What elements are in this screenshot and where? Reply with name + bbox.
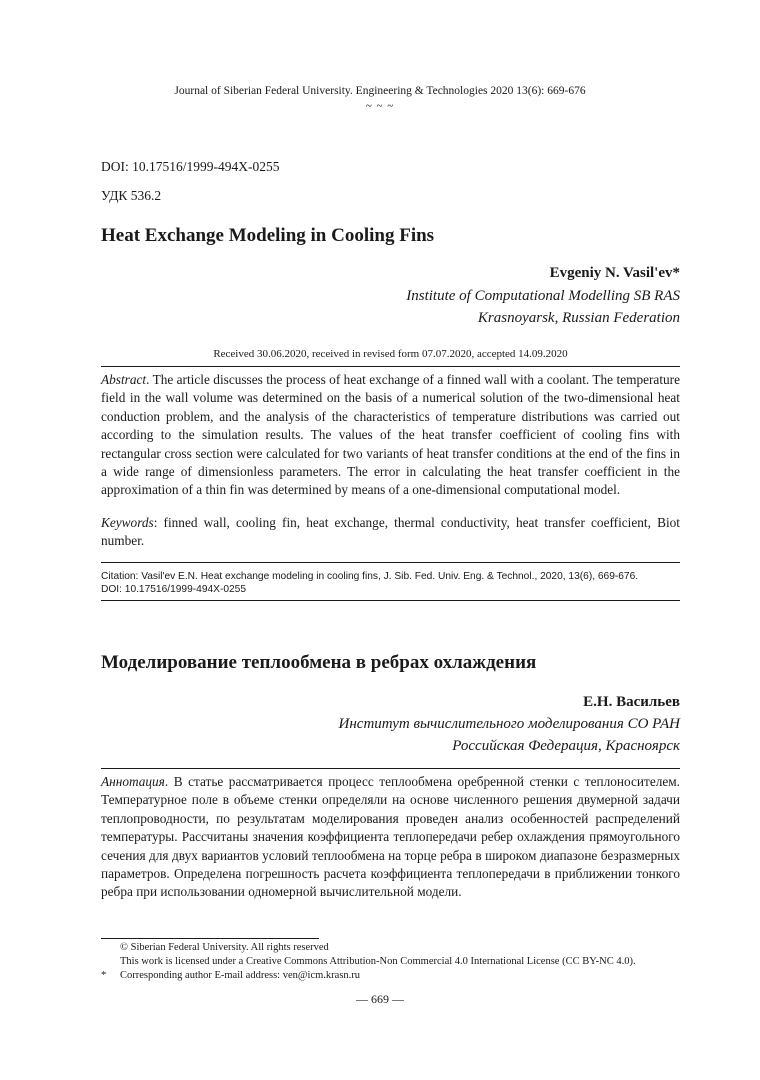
russian-affiliation-institute: Институт вычислительного моделирования СО РАН — [338, 716, 680, 732]
english-abstract — [101, 371, 680, 500]
footnote-divider — [101, 938, 319, 939]
russian-title: Моделирование теплообмена в ребрах охлаждения — [101, 652, 537, 673]
russian-author: Е.Н. Васильев — [583, 694, 680, 710]
english-keywords — [101, 514, 680, 551]
divider — [101, 600, 680, 601]
header-separator: ~ ~ ~ — [365, 100, 395, 112]
divider — [101, 366, 680, 367]
english-affiliation-location: Krasnoyarsk, Russian Federation — [477, 310, 680, 326]
russian-affiliation-location: Российская Федерация, Красноярск — [452, 738, 680, 754]
page-number: — 669 — — [356, 992, 404, 1006]
russian-abstract — [101, 773, 680, 902]
citation-line: Citation: Vasil'ev E.N. Heat exchange modeling in cooling fins, J. Sib. Fed. Univ. Eng. & Technol., 2020, 13(6), 669-676. — [101, 571, 639, 582]
udk-line: УДК 536.2 — [101, 188, 162, 203]
divider — [101, 562, 680, 563]
english-author: Evgeniy N. Vasil'ev* — [549, 265, 680, 281]
keywords-label: Keywords — [101, 515, 154, 530]
footnote-corresponding: Corresponding author E-mail address: ven@icm.krasn.ru — [120, 970, 361, 981]
divider — [101, 768, 680, 769]
abstract-text: . The article discusses the process of heat exchange of a finned wall with a coolant. The temperature field in the wall volume was determined on the basis of a numerical solution of the two-dimensional heat conduction problem, and the analysis of the characteristics of temperature distributions was carried out according to the simulation results. The values of the heat transfer coefficient of cooling fins with rectangular cross section were calculated for two variants of heat transfer conditions at the end of the fins in a wide range of dimensionless parameters. The error in calculating the heat transfer coefficient in the approximation of a thin fin was determined by means of a one-dimensional computational model. — [101, 372, 680, 498]
abstract-label: Abstract — [101, 372, 147, 387]
citation — [101, 570, 680, 596]
keywords-text: : finned wall, cooling fin, heat exchange, thermal conductivity, heat transfer coefficient, Biot number. — [101, 515, 680, 549]
abstract-text: . В статье рассматривается процесс теплообмена оребренной стенки с теплоносителем. Температурное поле в объеме стенки определяли на основе численного решения двумерной задачи теплопроводности, по результатам моделирования проведен анализ особенностей распределений температуры. Рассчитаны значения коэффициента теплопередачи ребер охлаждения прямоугольного сечения для двух вариантов условий теплообмена на торце ребра в широком диапазоне безразмерных параметров. Определена погрешность расчета коэффициента теплопередачи в приближении тонкого ребра при использовании одномерной вычислительной модели. — [101, 774, 680, 900]
doi-line: DOI: 10.17516/1999-494X-0255 — [101, 159, 280, 174]
footnote-license: This work is licensed under a Creative Commons Attribution-Non Commercial 4.0 International License (CC BY-NC 4.0). — [120, 956, 636, 967]
english-title: Heat Exchange Modeling in Cooling Fins — [101, 225, 435, 246]
footnote-star: * — [101, 970, 107, 981]
received-dates: Received 30.06.2020, received in revised form 07.07.2020, accepted 14.09.2020 — [213, 348, 568, 360]
footnote-copyright: © Siberian Federal University. All rights reserved — [120, 942, 329, 953]
english-affiliation-institute: Institute of Computational Modelling SB RAS — [406, 288, 680, 304]
journal-header: Journal of Siberian Federal University. Engineering & Technologies 2020 13(6): 669-676 — [174, 85, 586, 97]
abstract-label: Аннотация — [101, 774, 165, 789]
citation-doi: DOI: 10.17516/1999-494X-0255 — [101, 584, 246, 595]
